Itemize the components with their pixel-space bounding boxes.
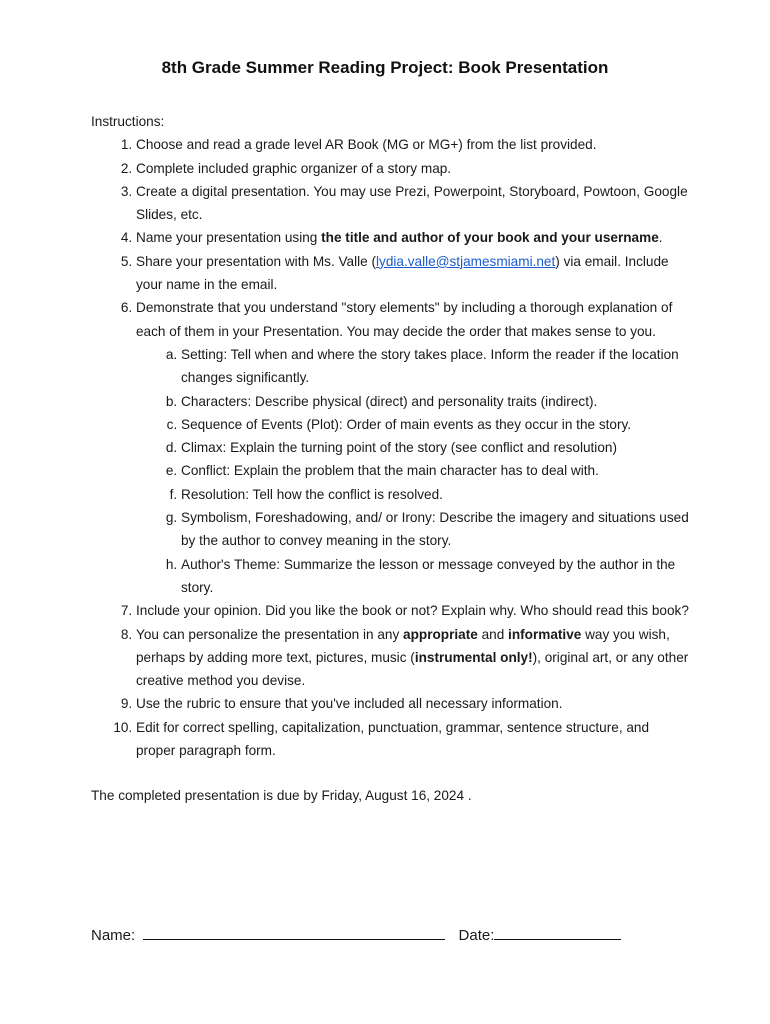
sub-list-item: g. Symbolism, Foreshadowing, and/ or Irony: Describe the imagery and situations used by the author to convey meaning in the story. <box>181 506 691 553</box>
sub-list-item: a. Setting: Tell when and where the story takes place. Inform the reader if the location changes significantly. <box>181 343 691 390</box>
sub-list-item: f. Resolution: Tell how the conflict is resolved. <box>181 483 691 506</box>
item-5-text: Share your presentation with Ms. Valle ( <box>136 253 377 269</box>
signature-row <box>91 925 621 944</box>
list-item <box>136 623 691 693</box>
item-1-text: Choose and read a grade level AR Book (MG or MG+) from the list provided. <box>136 137 597 153</box>
item-8-text-1: You can personalize the presentation in any <box>136 626 404 642</box>
list-item <box>136 250 691 297</box>
item-2-text: Complete included graphic organizer of a story map. <box>136 160 452 176</box>
item-8-bold-2: informative <box>508 626 582 642</box>
item-8-text-3: way you wish, perhaps by adding more text, pictures, music ( <box>136 626 670 665</box>
item-4-end: . <box>658 230 663 246</box>
list-item <box>136 296 691 599</box>
item-8-text-2: and <box>477 626 509 642</box>
date-blank[interactable] <box>494 925 621 940</box>
list-item <box>136 180 691 227</box>
item-9-text: Use the rubric to ensure that you've included all necessary information. <box>136 696 563 712</box>
page-title: 8th Grade Summer Reading Project: Book Presentation <box>161 58 609 77</box>
sub-list-item: b. Characters: Describe physical (direct) and personality traits (indirect). <box>181 390 691 413</box>
list-item <box>136 226 691 249</box>
date-label: Date: <box>458 927 495 944</box>
email-link[interactable]: lydia.valle@stjamesmiami.net <box>376 253 556 269</box>
list-item <box>136 157 691 180</box>
item-10-text: Edit for correct spelling, capitalization, punctuation, grammar, sentence structure, and proper paragraph form. <box>136 719 650 759</box>
instructions-section <box>91 110 691 821</box>
item-4-bold: the title and author of your book and your username <box>321 230 659 246</box>
item-8-bold-3: instrumental only! <box>414 649 533 665</box>
item-7-text: Include your opinion. Did you like the book or not? Explain why. Who should read this book? <box>136 603 689 619</box>
sub-list-item: e. Conflict: Explain the problem that the main character has to deal with. <box>181 459 691 482</box>
due-date-text: The completed presentation is due by Friday, August 16, 2024 . <box>91 788 472 804</box>
name-label: Name: <box>91 927 136 944</box>
item-3-text: Create a digital presentation. You may use Prezi, Powerpoint, Storyboard, Powtoon, Google Slides, etc. <box>136 183 688 223</box>
story-elements-list <box>136 343 691 599</box>
instructions-list <box>91 133 691 762</box>
item-4-text: Name your presentation using <box>136 230 322 246</box>
item-5-end: ) via email. Include your name in the email. <box>136 253 669 293</box>
sub-list-item: h. Author's Theme: Summarize the lesson or message conveyed by the author in the story. <box>181 553 691 600</box>
sub-list-item: d. Climax: Explain the turning point of the story (see conflict and resolution) <box>181 436 691 459</box>
list-item <box>136 599 691 622</box>
name-blank[interactable] <box>143 925 445 940</box>
list-item <box>136 692 691 715</box>
item-8-text-4: ), original art, or any other creative method you devise. <box>136 649 689 689</box>
item-6-text: Demonstrate that you understand "story elements" by including a thorough explanation of each of them in your Presentation. You may decide the order that makes sense to you. <box>136 300 673 339</box>
list-item <box>136 716 691 763</box>
item-8-bold-1: appropriate <box>403 626 478 642</box>
list-item <box>136 133 691 156</box>
sub-list-item: c. Sequence of Events (Plot): Order of main events as they occur in the story. <box>181 413 691 436</box>
instructions-label: Instructions: <box>91 114 165 129</box>
